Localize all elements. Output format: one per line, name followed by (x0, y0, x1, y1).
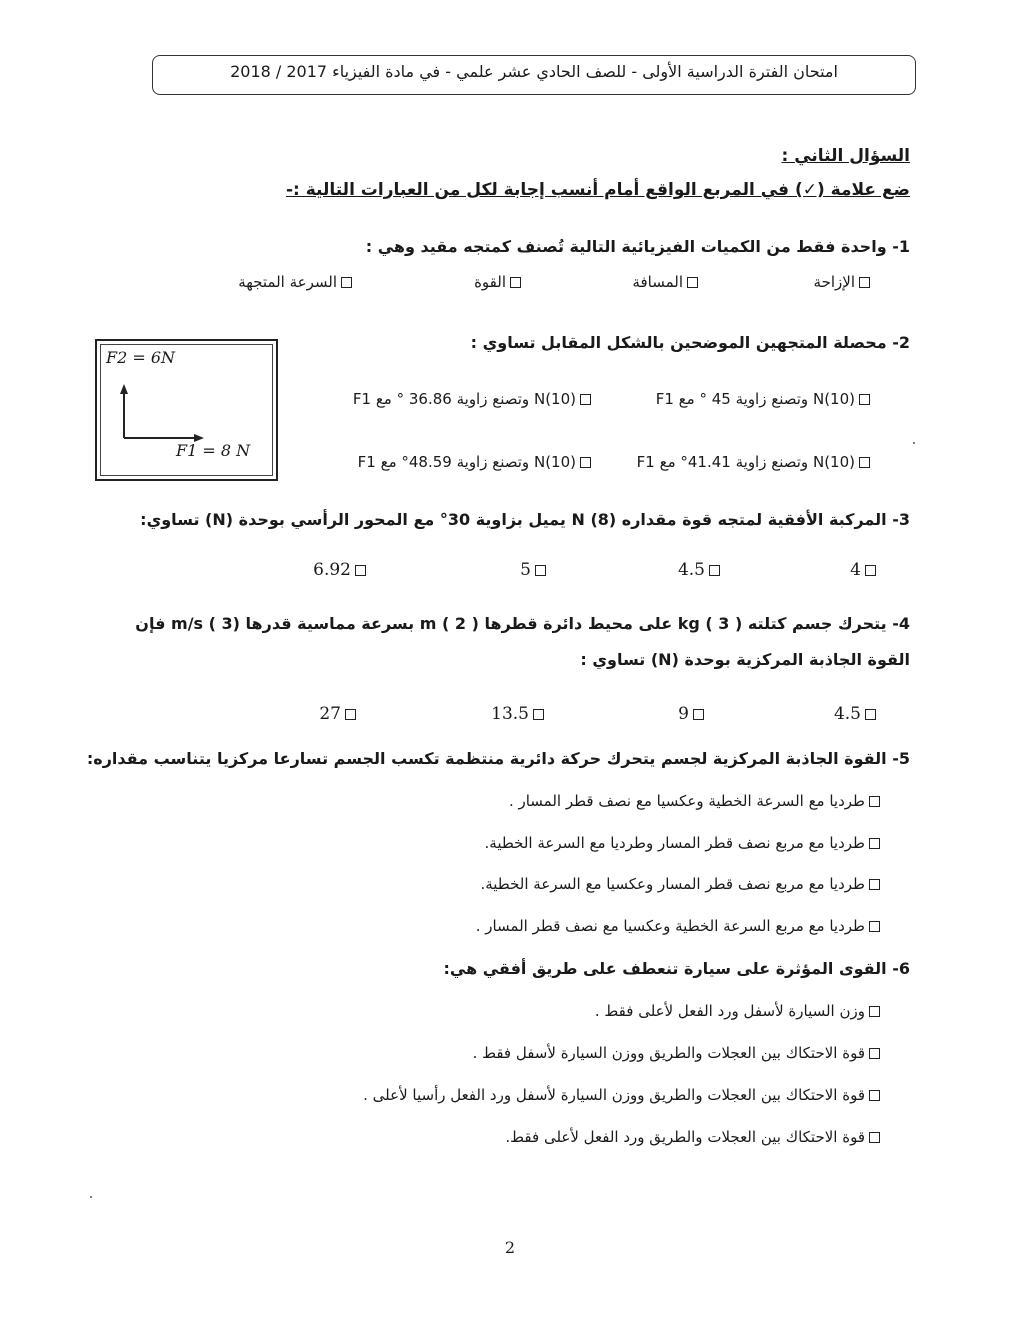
q6-option[interactable]: قوة الاحتكاك بين العجلات والطريق ووزن السيارة لأسفل فقط . (473, 1044, 884, 1062)
q5-option[interactable]: طرديا مع مربع السرعة الخطية وعكسيا مع نصف قطر المسار . (476, 917, 884, 935)
checkbox[interactable] (869, 1006, 880, 1017)
checkbox[interactable] (869, 838, 880, 849)
checkbox[interactable] (859, 457, 870, 468)
page-number: 2 (504, 1238, 516, 1257)
checkbox[interactable] (869, 879, 880, 890)
question-4-line-1: 4- يتحرك جسم كتلته kg ( 3 ) على محيط دائرة قطرها m ( 2 ) بسرعة مماسية قدرها m/s ( 3) فإن (135, 614, 910, 633)
checkbox[interactable] (580, 457, 591, 468)
f2-arrowhead (120, 384, 128, 394)
checkbox[interactable] (869, 796, 880, 807)
checkbox[interactable] (345, 709, 356, 720)
q1-option[interactable]: المسافة (632, 273, 702, 291)
checkbox[interactable] (341, 277, 352, 288)
checkbox[interactable] (535, 565, 546, 576)
q2-option[interactable]: (10)N وتصنع زاوية 36.86 ° مع F1 (353, 390, 595, 408)
q2-option[interactable]: (10)N وتصنع زاوية 48.59° مع F1 (358, 453, 595, 471)
scan-speck (913, 442, 915, 444)
q1-option[interactable]: القوة (474, 273, 525, 291)
scan-speck (90, 1196, 92, 1198)
checkbox[interactable] (355, 565, 366, 576)
section-title: السؤال الثاني : (781, 146, 910, 166)
q6-option[interactable]: وزن السيارة لأسفل ورد الفعل لأعلى فقط . (595, 1002, 884, 1020)
checkbox[interactable] (859, 394, 870, 405)
q2-option[interactable]: (10)N وتصنع زاوية 41.41° مع F1 (637, 453, 874, 471)
q4-option[interactable]: 4.5 (834, 704, 880, 724)
q2-option[interactable]: (10)N وتصنع زاوية 45 ° مع F1 (656, 390, 874, 408)
checkbox[interactable] (859, 277, 870, 288)
exam-title: امتحان الفترة الدراسية الأولى - للصف الحادي عشر علمي - في مادة الفيزياء 2017 / 2018 (230, 62, 838, 81)
f1-label: F1 = 8 N (176, 441, 251, 460)
q3-option[interactable]: 5 (520, 560, 550, 580)
checkbox[interactable] (865, 709, 876, 720)
q6-option[interactable]: قوة الاحتكاك بين العجلات والطريق ورد الفعل لأعلى فقط. (505, 1128, 884, 1146)
section-instruction: ضع علامة (✓) في المربع الواقع أمام أنسب إجابة لكل من العبارات التالية :- (285, 180, 910, 200)
checkbox[interactable] (533, 709, 544, 720)
q5-option[interactable]: طرديا مع السرعة الخطية وعكسيا مع نصف قطر المسار . (509, 792, 884, 810)
question-6: 6- القوى المؤثرة على سيارة تنعطف على طريق أفقي هي: (443, 959, 910, 978)
q1-option[interactable]: السرعة المتجهة (238, 273, 356, 291)
question-3: 3- المركبة الأفقية لمتجه قوة مقداره N (8) يميل بزاوية 30° مع المحور الرأسي بوحدة (N) تساوي: (140, 510, 910, 529)
checkbox[interactable] (693, 709, 704, 720)
q3-option[interactable]: 6.92 (313, 560, 370, 580)
checkbox[interactable] (869, 1048, 880, 1059)
f2-label: F2 = 6N (106, 348, 176, 367)
checkbox[interactable] (709, 565, 720, 576)
q1-option[interactable]: الإزاحة (814, 273, 874, 291)
q3-option[interactable]: 4 (850, 560, 880, 580)
question-2: 2- محصلة المتجهين الموضحين بالشكل المقابل تساوي : (470, 333, 910, 352)
q4-option[interactable]: 27 (319, 704, 360, 724)
q6-option[interactable]: قوة الاحتكاك بين العجلات والطريق ووزن السيارة لأسفل ورد الفعل رأسيا لأعلى . (363, 1086, 884, 1104)
question-5: 5- القوة الجاذبة المركزية لجسم يتحرك حركة دائرية منتظمة تكسب الجسم تسارعا مركزيا يتناسب مقداره: (86, 749, 910, 768)
q4-option[interactable]: 13.5 (491, 704, 548, 724)
checkbox[interactable] (869, 921, 880, 932)
checkbox[interactable] (865, 565, 876, 576)
q5-option[interactable]: طرديا مع مربع نصف قطر المسار وعكسيا مع السرعة الخطية. (480, 875, 884, 893)
q4-option[interactable]: 9 (678, 704, 708, 724)
checkbox[interactable] (510, 277, 521, 288)
checkbox[interactable] (869, 1132, 880, 1143)
question-4-line-2: القوة الجاذبة المركزية بوحدة (N) تساوي : (580, 650, 910, 669)
q3-option[interactable]: 4.5 (678, 560, 724, 580)
question-1: 1- واحدة فقط من الكميات الفيزيائية التالية تُصنف كمتجه مقيد وهي : (365, 237, 910, 256)
q5-option[interactable]: طرديا مع مربع نصف قطر المسار وطرديا مع السرعة الخطية. (485, 834, 884, 852)
checkbox[interactable] (687, 277, 698, 288)
checkbox[interactable] (869, 1090, 880, 1101)
checkbox[interactable] (580, 394, 591, 405)
